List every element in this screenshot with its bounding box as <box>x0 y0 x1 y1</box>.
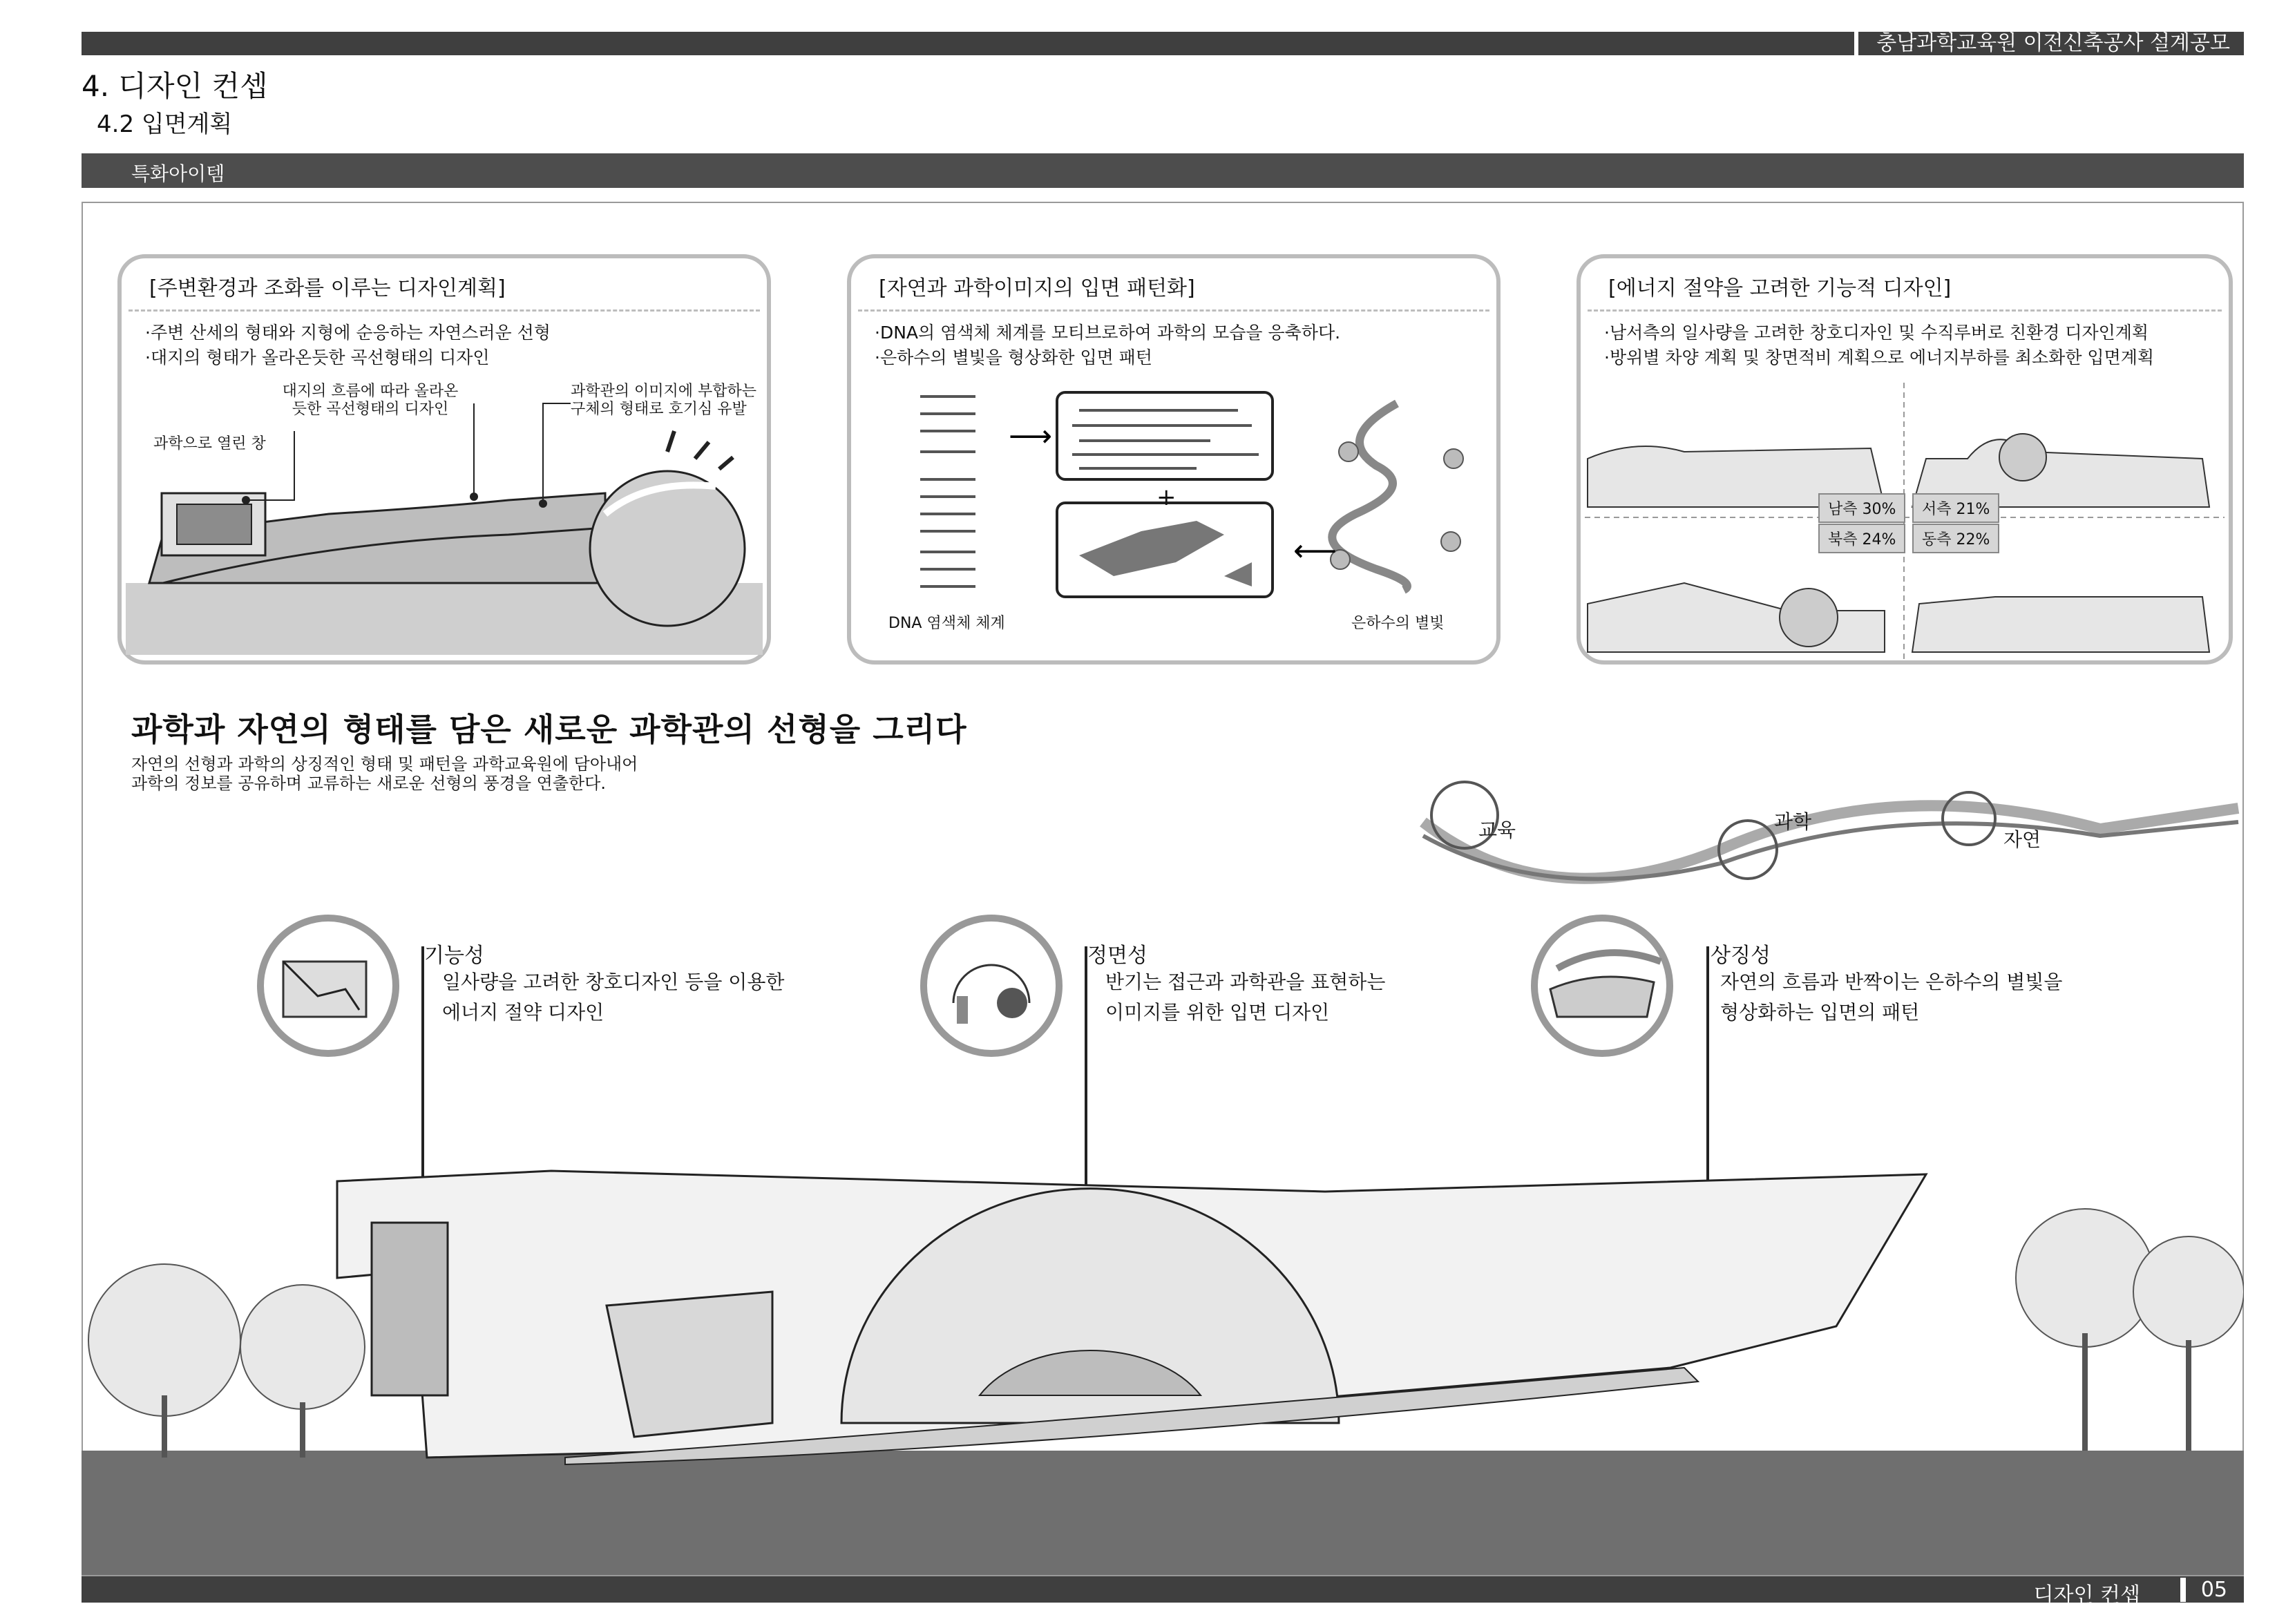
panel-harmony <box>117 254 771 665</box>
section-label: 특화아이템 <box>131 162 225 185</box>
subsection-title: 4.2 입면계획 <box>97 111 233 138</box>
feature-desc-line: 일사량을 고려한 창호디자인 등을 이용한 <box>442 971 785 993</box>
feature-desc-line: 자연의 흐름과 반짝이는 은하수의 별빛을 <box>1720 971 2063 993</box>
panel-title: [자연과 과학이미지의 입면 패턴화] <box>879 276 1195 300</box>
svg-text:⟵: ⟵ <box>1293 533 1337 569</box>
bullet: ·주변 산세의 형태와 지형에 순응하는 자연스러운 선형 <box>145 323 551 343</box>
panel-energy <box>1577 254 2233 665</box>
concept-science: 과학 <box>1774 810 1812 833</box>
feature-label-symbolism: 상징성 <box>1711 944 1771 968</box>
ratio-west: 서측 21% <box>1912 493 1999 523</box>
page-number: 05 <box>2180 1578 2227 1602</box>
divider <box>858 309 1489 312</box>
lead-line: 과학의 정보를 공유하며 교류하는 새로운 선형의 풍경을 연출한다. <box>131 774 606 793</box>
feature-desc-line: 이미지를 위한 입면 디자인 <box>1105 1001 1330 1024</box>
concept-education: 교육 <box>1478 819 1516 841</box>
section-title: 4. 디자인 컨셉 <box>82 69 268 103</box>
divider <box>1588 309 2222 312</box>
galaxy-label: 은하수의 별빛 <box>1351 615 1445 632</box>
building-elevation <box>82 1133 2244 1575</box>
ratio-south: 남측 30% <box>1818 493 1905 523</box>
sphere-label: 과학관의 이미지에 부합하는 구체의 형태로 호기심 유발 <box>571 383 757 418</box>
dna-label: DNA 염색체 체계 <box>888 615 1005 632</box>
footer-bar <box>82 1576 2244 1607</box>
concept-flow-diagram <box>1409 746 2245 898</box>
plus-sign: + <box>1156 484 1177 511</box>
lead-text <box>131 754 638 793</box>
concept-nature: 자연 <box>2003 828 2041 851</box>
curve-design-label: 대지의 흐름에 따라 올라온 듯한 곡선형태의 디자인 <box>282 383 459 418</box>
divider <box>128 309 760 312</box>
panel-pattern <box>847 254 1501 665</box>
section-label-bar <box>82 153 2244 188</box>
ratio-north: 북측 24% <box>1818 524 1905 553</box>
bullet: ·대지의 형태가 올라온듯한 곡선형태의 디자인 <box>145 347 490 367</box>
bullet: ·방위별 차양 계획 및 창면적비 계획으로 에너지부하를 최소화한 입면계획 <box>1604 347 2155 367</box>
feature-label-frontality: 정면성 <box>1087 944 1147 968</box>
lead-line: 자연의 선형과 과학의 상징적인 형태 및 패턴을 과학교육원에 담아내어 <box>131 754 638 774</box>
feature-desc-line: 형상화하는 입면의 패턴 <box>1720 1001 1920 1024</box>
main-headline: 과학과 자연의 형태를 담은 새로운 과학관의 선형을 그리다 <box>131 711 967 748</box>
panel-bullets <box>145 321 551 370</box>
bullet: ·남서측의 일사량을 고려한 창호디자인 및 수직루버로 친환경 디자인계획 <box>1604 323 2149 343</box>
bullet: ·은하수의 별빛을 형상화한 입면 패턴 <box>875 347 1152 367</box>
panel-title: [주변환경과 조화를 이루는 디자인계획] <box>149 276 506 300</box>
feature-desc-line: 에너지 절약 디자인 <box>442 1001 604 1024</box>
panel-title: [에너지 절약을 고려한 기능적 디자인] <box>1608 276 1952 300</box>
ratio-east: 동측 22% <box>1912 524 1999 553</box>
bullet: ·DNA의 염색체 체계를 모티브로하여 과학의 모습을 응축하다. <box>875 323 1341 343</box>
panel-bullets <box>1604 321 2154 370</box>
project-title: 충남과학교육원 이전신축공사 설계공모 <box>1854 32 2230 55</box>
panel-bullets <box>875 321 1340 370</box>
feature-desc-line: 반기는 접근과 과학관을 표현하는 <box>1105 971 1386 993</box>
top-header-bar <box>82 32 2244 55</box>
svg-text:⟶: ⟶ <box>1009 419 1053 454</box>
footer-label: 디자인 컨셉 <box>2033 1583 2140 1607</box>
window-label: 과학으로 열린 창 <box>153 435 266 452</box>
feature-label-functionality: 기능성 <box>424 944 484 968</box>
